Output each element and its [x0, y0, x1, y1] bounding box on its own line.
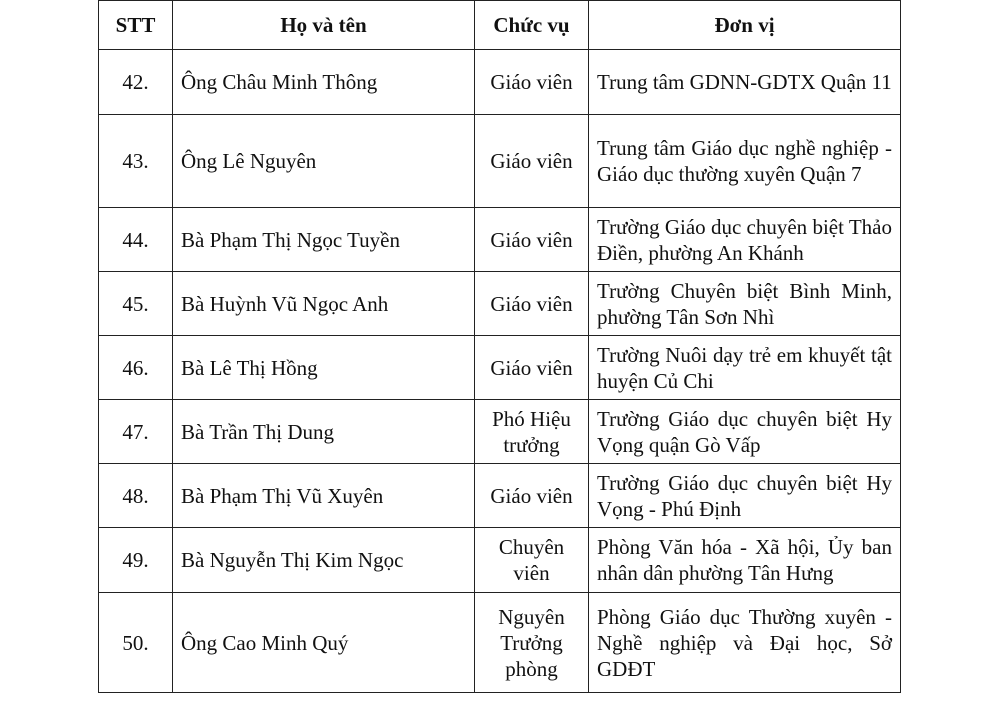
row-role: Giáo viên	[475, 208, 589, 272]
row-role: Giáo viên	[475, 115, 589, 208]
row-name: Bà Nguyễn Thị Kim Ngọc	[173, 528, 475, 593]
row-unit: Trung tâm GDNN-GDTX Quận 11	[589, 50, 901, 115]
row-unit: Trung tâm Giáo dục nghề nghiệp - Giáo dục thường xuyên Quận 7	[589, 115, 901, 208]
table-row	[99, 464, 901, 528]
row-stt: 50.	[99, 593, 173, 693]
row-role: Giáo viên	[475, 272, 589, 336]
row-name: Ông Cao Minh Quý	[173, 593, 475, 693]
row-stt: 49.	[99, 528, 173, 593]
personnel-table	[98, 0, 901, 693]
row-unit: Trường Giáo dục chuyên biệt Thảo Điền, phường An Khánh	[589, 208, 901, 272]
table-header-row	[99, 1, 901, 50]
row-role: Giáo viên	[475, 464, 589, 528]
table-row	[99, 115, 901, 208]
row-role: Chuyên viên	[475, 528, 589, 593]
table-row	[99, 400, 901, 464]
table-row	[99, 336, 901, 400]
row-name: Ông Châu Minh Thông	[173, 50, 475, 115]
row-role: Phó Hiệu trưởng	[475, 400, 589, 464]
row-stt: 44.	[99, 208, 173, 272]
row-unit: Phòng Văn hóa - Xã hội, Ủy ban nhân dân phường Tân Hưng	[589, 528, 901, 593]
row-name: Bà Lê Thị Hồng	[173, 336, 475, 400]
row-stt: 45.	[99, 272, 173, 336]
row-unit: Phòng Giáo dục Thường xuyên - Nghề nghiệp và Đại học, Sở GDĐT	[589, 593, 901, 693]
row-stt: 42.	[99, 50, 173, 115]
table-row	[99, 272, 901, 336]
row-stt: 48.	[99, 464, 173, 528]
row-unit: Trường Chuyên biệt Bình Minh, phường Tân Sơn Nhì	[589, 272, 901, 336]
row-name: Bà Phạm Thị Ngọc Tuyền	[173, 208, 475, 272]
header-name: Họ và tên	[173, 1, 475, 50]
row-unit: Trường Giáo dục chuyên biệt Hy Vọng quận Gò Vấp	[589, 400, 901, 464]
header-stt: STT	[99, 1, 173, 50]
row-role: Nguyên Trưởng phòng	[475, 593, 589, 693]
row-role: Giáo viên	[475, 50, 589, 115]
row-name: Ông Lê Nguyên	[173, 115, 475, 208]
table-row	[99, 50, 901, 115]
row-role: Giáo viên	[475, 336, 589, 400]
row-stt: 47.	[99, 400, 173, 464]
row-name: Bà Trần Thị Dung	[173, 400, 475, 464]
row-name: Bà Huỳnh Vũ Ngọc Anh	[173, 272, 475, 336]
header-unit: Đơn vị	[589, 1, 901, 50]
row-stt: 46.	[99, 336, 173, 400]
header-role: Chức vụ	[475, 1, 589, 50]
row-unit: Trường Nuôi dạy trẻ em khuyết tật huyện Củ Chi	[589, 336, 901, 400]
table-row	[99, 208, 901, 272]
table-row	[99, 528, 901, 593]
table-row	[99, 593, 901, 693]
row-stt: 43.	[99, 115, 173, 208]
row-unit: Trường Giáo dục chuyên biệt Hy Vọng - Phú Định	[589, 464, 901, 528]
row-name: Bà Phạm Thị Vũ Xuyên	[173, 464, 475, 528]
